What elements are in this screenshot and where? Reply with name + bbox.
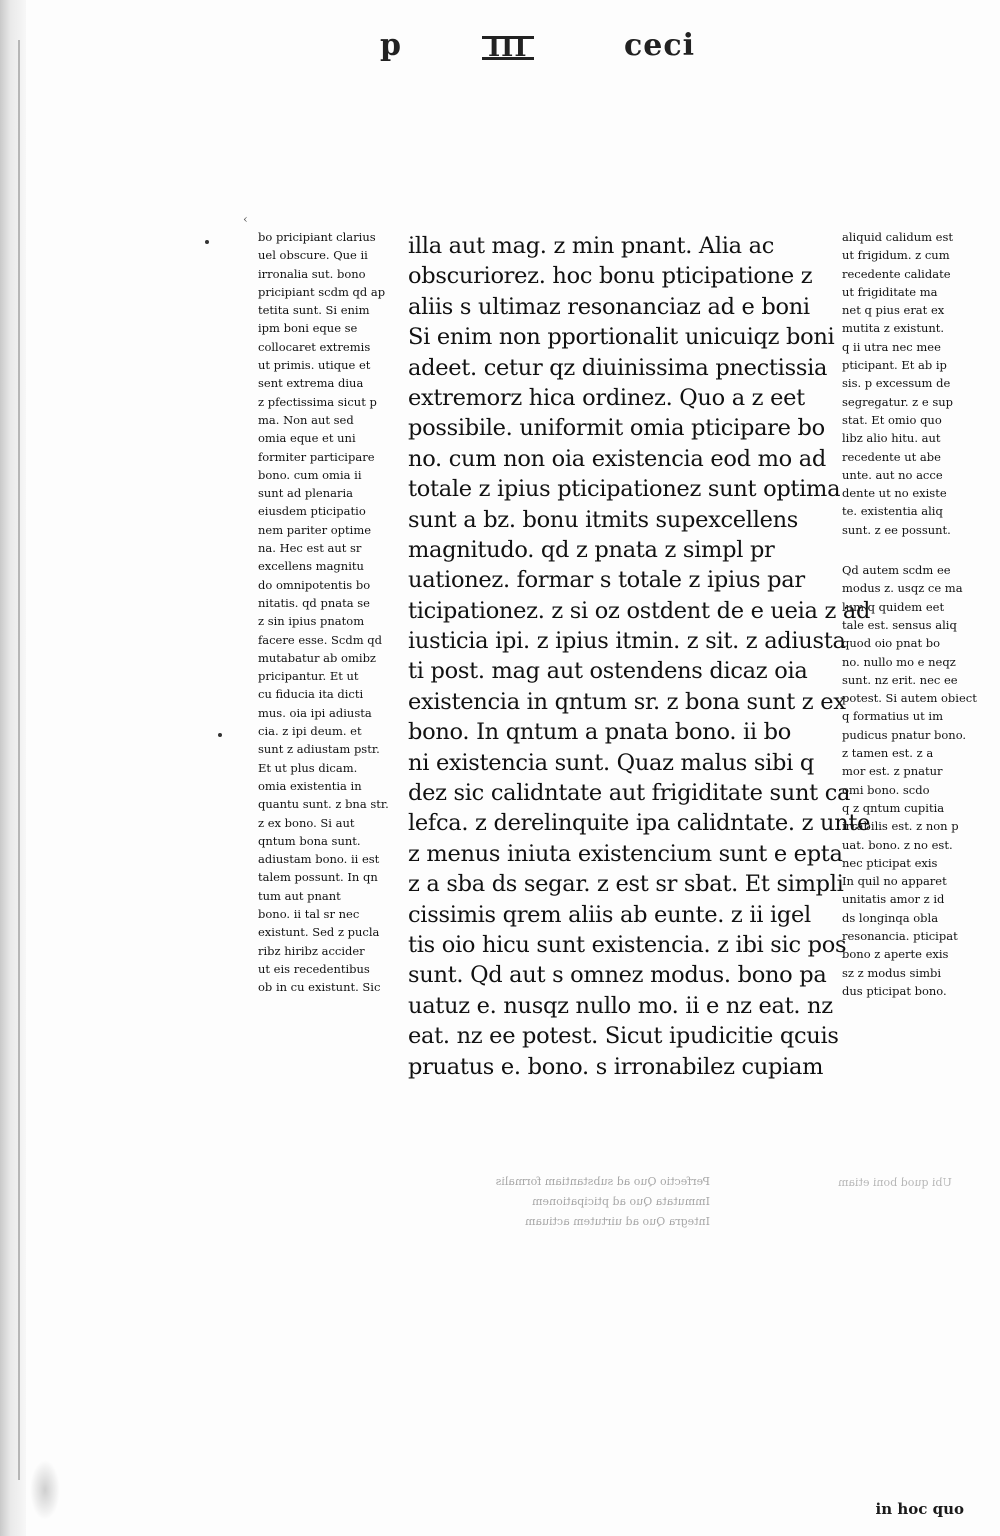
text-line: mus. oia ipi adiusta (258, 705, 372, 720)
text-line: totale z ipius pticipationez sunt optima (408, 476, 841, 503)
margin-dot (205, 240, 209, 244)
header-mark-center: III (482, 36, 534, 60)
text-line: dente ut no existe (842, 486, 947, 501)
text-line: cissimis qrem aliis ab eunte. z ii igel (408, 901, 811, 928)
text-line: obscuriorez. hoc bonu pticipatione z (408, 263, 813, 290)
thumb-shadow (30, 1460, 60, 1520)
text-line: uatuz e. nusqz nullo mo. ii e nz eat. nz (408, 992, 833, 1019)
text-line: magnitudo. qd z pnata z simpl pr (408, 536, 775, 563)
text-line: omia existentia in (258, 778, 362, 793)
text-line: stat. Et omio quo (842, 412, 942, 427)
text-line: mutita z existunt. (842, 321, 945, 336)
text-line: sis. p excessum de (842, 376, 951, 391)
text-line: ribz hiribz accider (258, 943, 365, 958)
text-line: bono z aperte exis (842, 947, 949, 962)
text-line: q formatius ut im (842, 709, 943, 724)
text-line: collocaret extremis (258, 339, 371, 354)
text-line: do omnipotentis bo (258, 577, 371, 592)
text-line: pricipantur. Et ut (258, 669, 359, 684)
text-line: ut eis recedentibus (258, 961, 370, 976)
text-line: z a sba ds segar. z est sr sbat. Et simpli (408, 871, 844, 898)
text-line: ut frigiditate ma (842, 284, 938, 299)
catchword: in hoc quo (875, 1500, 964, 1518)
text-line: unte. aut no acce (842, 467, 943, 482)
text-line: ut primis. utique et (258, 358, 371, 373)
marginal-note-line: Integra Quo ad uirtutem actiuam (525, 1215, 710, 1228)
text-line: ni existencia sunt. Quaz malus sibi q (408, 749, 814, 776)
text-line: q ii utra nec mee (842, 339, 941, 354)
bleed-through-marginal-note (470, 1172, 710, 1232)
text-line: tum aut pnant (258, 888, 341, 903)
text-line: ti post. mag aut ostendens dicaz oia (408, 658, 808, 685)
text-line (842, 543, 962, 565)
text-line: ipm boni eque se (258, 321, 358, 336)
margin-dot (218, 733, 222, 737)
text-line: cia. z ipi deum. et (258, 724, 362, 739)
text-line: sunt z adiustam pstr. (258, 742, 380, 757)
text-line: adiustam bono. ii est (258, 852, 380, 867)
binding-edge (0, 0, 26, 1536)
text-line: ob in cu existunt. Sic (258, 980, 381, 995)
text-line: sunt. nz erit. nec ee (842, 672, 958, 687)
text-line: ma. Non aut sed (258, 412, 354, 427)
text-line: nitatis. qd pnata se (258, 595, 370, 610)
text-line: quantu sunt. z bna str. (258, 797, 389, 812)
text-line: pticipant. Et ab ip (842, 358, 947, 373)
text-line: uat. bono. z no est. (842, 837, 953, 852)
text-line: dus pticipat bono. (842, 983, 947, 998)
text-line: illa aut mag. z min pnant. Alia ac (408, 233, 775, 259)
text-line: libz alio hitu. aut (842, 431, 941, 446)
text-line: sunt ad plenaria (258, 486, 354, 501)
text-line: nec pticipat exis (842, 855, 938, 870)
marginal-note-line: Immutata Quo ad pticipationem (532, 1195, 710, 1208)
text-line: resonancia. pticipat (842, 928, 958, 943)
text-line: ds longinqa obla (842, 910, 939, 925)
text-line: q z qntum cupitia (842, 800, 945, 815)
text-line: segregatur. z e sup (842, 394, 954, 409)
text-line: adeet. cetur qz diuinissima pnectissia (408, 354, 828, 381)
text-line: Si enim non pportionalit unicuiqz boni (408, 324, 835, 351)
text-line: aliis s ultimaz resonanciaz ad e boni (408, 293, 810, 320)
header-mark-right: ceci (624, 28, 696, 63)
text-line: In quil no apparet (842, 874, 947, 889)
text-line: irrabilis est. z non p (842, 819, 959, 834)
text-line: excellens magnitu (258, 559, 364, 574)
text-line: ticipationez. z si oz ostdent de e ueia z ad (408, 597, 871, 624)
marginal-note-line: Perfectio Quo ad substantiam formalis (495, 1175, 710, 1188)
left-text-column (258, 230, 389, 1000)
text-line: omi bono. scdo (842, 782, 930, 797)
text-line: omia eque et uni (258, 431, 356, 446)
margin-tick-mark: ‹ (243, 212, 248, 226)
text-line: no. cum non oia existencia eod mo ad (408, 445, 826, 472)
text-line: Et ut plus dicam. (258, 760, 358, 775)
text-line: sunt a bz. bonu itmits supexcellens (408, 506, 799, 533)
text-line: z ex bono. Si aut (258, 815, 355, 830)
text-line: pudicus pnatur bono. (842, 727, 967, 742)
text-line: sent extrema diua (258, 376, 364, 391)
header-mark-left: p (380, 28, 402, 63)
text-line: qntum bona sunt. (258, 833, 361, 848)
text-line: ut frigidum. z cum (842, 248, 950, 263)
text-line: potest. Si autem obiect (842, 691, 977, 706)
text-line: unitatis amor z id (842, 892, 945, 907)
text-line: eat. nz ee potest. Sicut ipudicitie qcuis (408, 1023, 839, 1050)
right-text-column (842, 230, 977, 1004)
text-line: no. nullo mo e neqz (842, 654, 956, 669)
text-line: existunt. Sed z pucla (258, 925, 380, 940)
text-line: te. existentia aliq (842, 504, 943, 519)
text-line: existencia in qntum sr. z bona sunt z ex (408, 688, 846, 715)
text-line: lum q quidem eet (842, 599, 945, 614)
text-line: quod oio pnat bo (842, 636, 941, 651)
text-line: bono. cum omia ii (258, 467, 362, 482)
text-line: bono. ii tal sr nec (258, 906, 360, 921)
text-line: dez sic calidntate aut frigiditate sunt ca (408, 780, 851, 807)
text-line: bo pricipiant clarius (258, 230, 376, 244)
text-line: lefca. z derelinquite ipa calidntate. z unte (408, 810, 871, 837)
text-line: z sin ipius pnatom (258, 614, 365, 629)
text-line: sunt. z ee possunt. (842, 522, 951, 537)
text-line: sunt. Qd aut s omnez modus. bono pa (408, 962, 827, 989)
text-line: eiusdem pticipatio (258, 504, 366, 519)
text-line: Qd autem scdm ee (842, 563, 951, 578)
text-line: pricipiant scdm qd ap (258, 284, 386, 299)
text-line: facere esse. Scdm qd (258, 632, 383, 647)
text-line: nem pariter optime (258, 522, 372, 537)
text-line: irronalia sut. bono (258, 266, 366, 281)
binding-gutter-line (18, 40, 20, 1480)
text-line: iusticia ipi. z ipius itmin. z sit. z adiusta (408, 628, 846, 655)
text-line: talem possunt. In qn (258, 870, 378, 885)
bleed-through-note-right: Ubi quod boni etiam (838, 1176, 952, 1189)
text-line: uationez. formar s totale z ipius par (408, 567, 805, 594)
main-text-column (408, 233, 871, 1086)
text-line: na. Hec est aut sr (258, 541, 362, 556)
text-line: pruatus e. bono. s irronabilez cupiam (408, 1053, 824, 1080)
text-line: cu fiducia ita dicti (258, 687, 364, 702)
text-line: bono. In qntum a pnata bono. ii bo (408, 719, 792, 746)
text-line: possibile. uniformit omia pticipare bo (408, 415, 825, 442)
text-line: tale est. sensus aliq (842, 617, 957, 632)
text-line: z pfectissima sicut p (258, 394, 377, 409)
text-line: recedente calidate (842, 266, 951, 281)
text-line: tis oio hicu sunt existencia. z ibi sic pos (408, 931, 847, 958)
text-line: z tamen est. z a (842, 746, 934, 761)
text-line: recedente ut abe (842, 449, 941, 464)
text-line: extremorz hica ordinez. Quo a z eet (408, 384, 805, 411)
text-line: mutabatur ab omibz (258, 650, 376, 665)
text-line: net q pius erat ex (842, 303, 945, 318)
text-line: tetita sunt. Si enim (258, 303, 370, 318)
text-line: sz z modus simbi (842, 965, 942, 980)
text-line: formiter participare (258, 449, 375, 464)
text-line: modus z. usqz ce ma (842, 581, 963, 596)
text-line: aliquid calidum est (842, 230, 953, 244)
text-line: uel obscure. Que ii (258, 248, 368, 263)
text-line: mor est. z pnatur (842, 764, 943, 779)
text-line: z menus iniuta existencium sunt e epta (408, 840, 843, 867)
